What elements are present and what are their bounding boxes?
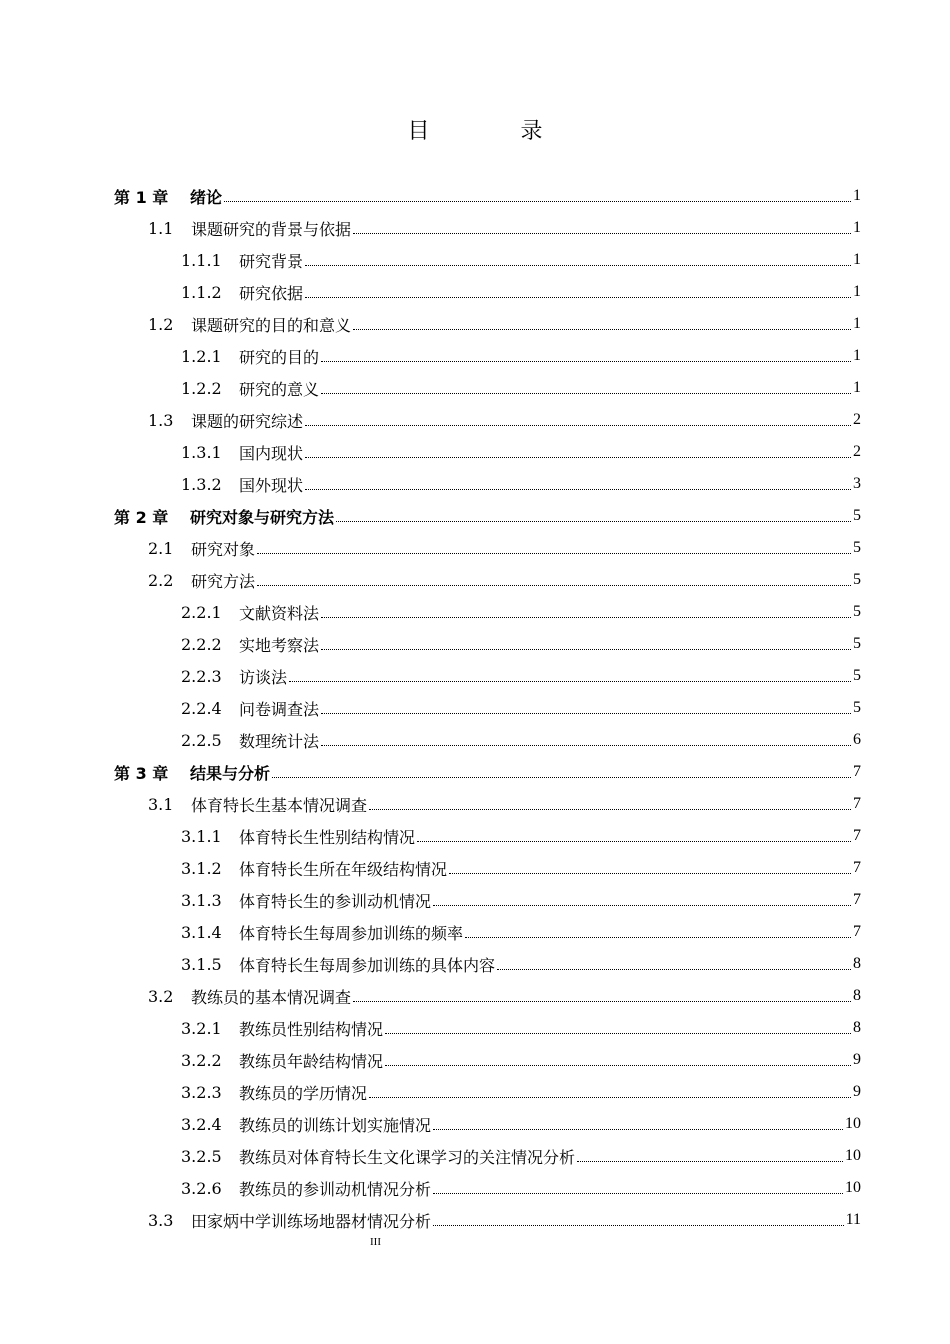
toc-entry-page: 11	[845, 1211, 861, 1228]
toc-entry-title: 问卷调查法	[239, 699, 320, 719]
dot-leader	[577, 1161, 843, 1162]
toc-entry-title: 教练员性别结构情况	[239, 1019, 384, 1039]
dot-leader	[305, 297, 851, 298]
toc-entry-title: 研究的意义	[239, 379, 320, 399]
toc-entry[interactable]	[181, 948, 861, 980]
toc-entry[interactable]	[148, 788, 861, 820]
toc-entry-number: 3.1.3	[181, 890, 222, 910]
toc-entry[interactable]	[148, 308, 861, 340]
dot-leader	[497, 969, 851, 970]
toc-entry-title: 课题研究的背景与依据	[191, 219, 352, 239]
dot-leader	[433, 1193, 843, 1194]
toc-entry-number: 2.2	[148, 570, 174, 590]
dot-leader	[224, 201, 851, 202]
toc-entry-number: 3.2.5	[181, 1146, 222, 1166]
toc-entry[interactable]	[181, 916, 861, 948]
dot-leader	[321, 713, 851, 714]
toc-entry-title: 体育特长生每周参加训练的频率	[239, 923, 464, 943]
toc-entry[interactable]	[181, 1044, 861, 1076]
toc-entry-number: 1.2	[148, 314, 174, 334]
toc-entry-page: 7	[853, 891, 861, 908]
toc-entry-number: 2.2.4	[181, 698, 222, 718]
toc-entry-page: 1	[853, 251, 861, 268]
toc-entry[interactable]	[114, 180, 861, 212]
toc-entry-page: 7	[853, 923, 861, 940]
toc-entry-number: 第 3 章	[114, 763, 169, 783]
dot-leader	[305, 265, 851, 266]
toc-entry-number: 2.2.5	[181, 730, 222, 750]
toc-entry-page: 5	[853, 667, 861, 684]
dot-leader	[257, 553, 851, 554]
toc-entry-page: 9	[853, 1051, 861, 1068]
toc-entry-page: 5	[853, 507, 861, 524]
toc-entry-number: 3.1	[148, 794, 174, 814]
dot-leader	[353, 233, 851, 234]
dot-leader	[321, 393, 851, 394]
toc-entry[interactable]	[148, 980, 861, 1012]
dot-leader	[305, 425, 851, 426]
toc-entry-title: 教练员的基本情况调查	[191, 987, 352, 1007]
toc-entry-number: 3.2.3	[181, 1082, 222, 1102]
toc-entry[interactable]	[148, 404, 861, 436]
dot-leader	[369, 809, 851, 810]
toc-entry-title: 课题的研究综述	[191, 411, 304, 431]
toc-entry-number: 1.1.1	[181, 250, 222, 270]
toc-entry[interactable]	[181, 1172, 861, 1204]
dot-leader	[433, 1225, 844, 1226]
dot-leader	[449, 873, 851, 874]
toc-entry-title: 体育特长生每周参加训练的具体内容	[239, 955, 496, 975]
dot-leader	[385, 1033, 851, 1034]
toc-entry[interactable]	[148, 1204, 861, 1236]
toc-entry[interactable]	[181, 436, 861, 468]
dot-leader	[417, 841, 851, 842]
toc-entry-title: 教练员对体育特长生文化课学习的关注情况分析	[239, 1147, 576, 1167]
dot-leader	[321, 649, 851, 650]
toc-entry-number: 2.1	[148, 538, 174, 558]
toc-entry[interactable]	[181, 372, 861, 404]
dot-leader	[385, 1065, 851, 1066]
toc-entry-title: 教练员的学历情况	[239, 1083, 368, 1103]
toc-entry-title: 研究依据	[239, 283, 304, 303]
toc-entry[interactable]	[181, 1076, 861, 1108]
toc-entry[interactable]	[181, 244, 861, 276]
toc-entry-title: 体育特长生所在年级结构情况	[239, 859, 448, 879]
dot-leader	[305, 489, 851, 490]
toc-entry-title: 结果与分析	[190, 763, 271, 783]
toc-entry-page: 2	[853, 443, 861, 460]
toc-entry-number: 3.2	[148, 986, 174, 1006]
dot-leader	[257, 585, 851, 586]
toc-entry-title: 绪论	[190, 187, 223, 207]
toc-entry-title: 课题研究的目的和意义	[191, 315, 352, 335]
toc-entry-number: 3.2.6	[181, 1178, 222, 1198]
toc-entry-title: 访谈法	[239, 667, 288, 687]
toc-entry-page: 3	[853, 475, 861, 492]
toc-entry-number: 3.1.1	[181, 826, 222, 846]
toc-entry-number: 1.2.2	[181, 378, 222, 398]
toc-entry[interactable]	[181, 852, 861, 884]
dot-leader	[433, 1129, 843, 1130]
toc-entry[interactable]	[114, 756, 861, 788]
toc-entry-title: 数理统计法	[239, 731, 320, 751]
toc-entry[interactable]	[181, 596, 861, 628]
toc-entry-number: 1.1.2	[181, 282, 222, 302]
toc-entry-number: 3.1.4	[181, 922, 222, 942]
toc-entry-title: 研究对象	[191, 539, 256, 559]
toc-entry-page: 1	[853, 379, 861, 396]
toc-entry-title: 教练员的参训动机情况分析	[239, 1179, 432, 1199]
toc-entry-number: 2.2.2	[181, 634, 222, 654]
toc-entry-number: 1.3.2	[181, 474, 222, 494]
toc-entry[interactable]	[181, 692, 861, 724]
dot-leader	[305, 457, 851, 458]
toc-entry[interactable]	[148, 564, 861, 596]
dot-leader	[321, 617, 851, 618]
toc-entry-number: 3.2.1	[181, 1018, 222, 1038]
toc-entry-number: 3.3	[148, 1210, 174, 1230]
toc-entry-page: 8	[853, 987, 861, 1004]
toc-entry[interactable]	[181, 820, 861, 852]
toc-entry-page: 1	[853, 283, 861, 300]
toc-entry-number: 2.2.1	[181, 602, 222, 622]
toc-entry[interactable]	[181, 884, 861, 916]
toc-entry-title: 研究背景	[239, 251, 304, 271]
dot-leader	[353, 329, 851, 330]
toc-entry[interactable]	[181, 340, 861, 372]
toc-entry-page: 7	[853, 859, 861, 876]
toc-entry-page: 1	[853, 315, 861, 332]
dot-leader	[321, 361, 851, 362]
dot-leader	[336, 521, 851, 522]
toc-entry[interactable]	[148, 212, 861, 244]
toc-entry-page: 1	[853, 219, 861, 236]
toc-entry[interactable]	[181, 1108, 861, 1140]
toc-entry-title: 教练员年龄结构情况	[239, 1051, 384, 1071]
toc-entry-page: 7	[853, 795, 861, 812]
toc-entry-number: 3.1.2	[181, 858, 222, 878]
toc-entry-page: 5	[853, 603, 861, 620]
toc-entry-number: 3.2.4	[181, 1114, 222, 1134]
toc-entry-page: 10	[845, 1147, 861, 1164]
dot-leader	[465, 937, 851, 938]
toc-entry-title: 国外现状	[239, 475, 304, 495]
toc-entry-page: 10	[845, 1115, 861, 1132]
toc-entry-number: 第 2 章	[114, 507, 169, 527]
toc-entry-page: 1	[853, 187, 861, 204]
toc-entry-number: 1.1	[148, 218, 174, 238]
toc-entry-page: 7	[853, 827, 861, 844]
dot-leader	[321, 745, 851, 746]
dot-leader	[353, 1001, 851, 1002]
toc-entry-page: 9	[853, 1083, 861, 1100]
toc-entry-title: 体育特长生性别结构情况	[239, 827, 416, 847]
toc-entry[interactable]	[181, 660, 861, 692]
toc-entry-title: 教练员的训练计划实施情况	[239, 1115, 432, 1135]
toc-entry-title: 研究的目的	[239, 347, 320, 367]
toc-entry[interactable]	[114, 500, 861, 532]
toc-entry[interactable]	[181, 468, 861, 500]
toc-entry[interactable]	[181, 724, 861, 756]
toc-entry-number: 3.2.2	[181, 1050, 222, 1070]
toc-entry-page: 1	[853, 347, 861, 364]
toc-entry-page: 2	[853, 411, 861, 428]
toc-entry-title: 研究方法	[191, 571, 256, 591]
toc-entry-number: 1.2.1	[181, 346, 222, 366]
toc-entry[interactable]	[148, 532, 861, 564]
toc-entry[interactable]	[181, 1140, 861, 1172]
toc-entry-title: 田家炳中学训练场地器材情况分析	[191, 1211, 432, 1231]
toc-entry-page: 6	[853, 731, 861, 748]
toc-entry-title: 体育特长生的参训动机情况	[239, 891, 432, 911]
toc-entry-number: 第 1 章	[114, 187, 169, 207]
toc-entry-title: 研究对象与研究方法	[190, 507, 335, 527]
toc-entry-page: 8	[853, 1019, 861, 1036]
page-title: 目 录	[407, 119, 585, 144]
toc-entry[interactable]	[181, 628, 861, 660]
toc-entry-page: 8	[853, 955, 861, 972]
dot-leader	[272, 777, 851, 778]
toc-entry-number: 1.3.1	[181, 442, 222, 462]
toc-entry-page: 10	[845, 1179, 861, 1196]
toc-entry-page: 5	[853, 539, 861, 556]
toc-entry-page: 7	[853, 763, 861, 780]
toc-entry-page: 5	[853, 699, 861, 716]
dot-leader	[289, 681, 851, 682]
page-number-footer: III	[370, 1236, 381, 1248]
toc-entry-page: 5	[853, 571, 861, 588]
dot-leader	[369, 1097, 851, 1098]
toc-entry-title: 国内现状	[239, 443, 304, 463]
toc-entry-title: 体育特长生基本情况调查	[191, 795, 368, 815]
toc-entry-page: 5	[853, 635, 861, 652]
toc-entry[interactable]	[181, 1012, 861, 1044]
toc-entry-number: 1.3	[148, 410, 174, 430]
toc-entry-title: 文献资料法	[239, 603, 320, 623]
dot-leader	[433, 905, 851, 906]
toc-entry-title: 实地考察法	[239, 635, 320, 655]
toc-entry-number: 3.1.5	[181, 954, 222, 974]
toc-entry[interactable]	[181, 276, 861, 308]
toc-entry-number: 2.2.3	[181, 666, 222, 686]
